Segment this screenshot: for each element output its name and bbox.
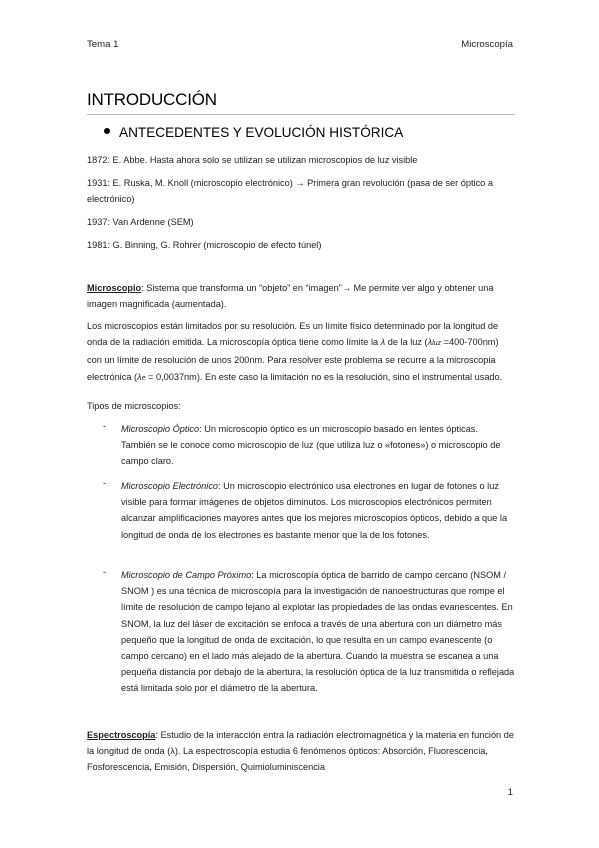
list-item bbox=[121, 421, 515, 470]
type-text: : La microscopía óptica de barrido de campo cercano (NSOM / SNOM ) es una técnica de microscopía para la investigación de nanoestructuras que rompe el límite de resolución de campo lejano al explotar las propiedades de las ondas evanescentes. En SNOM, la luz del láser de excitación se enfoca a través de una abertura con un diámetro más pequeño que la longitud de onda de excitación, lo que resulta en un campo evanescente (o campo cercano) en el lado más alejado de la abertura. Cuando la muestra se escanea a una pequeña distancia por debajo de la abertura, la resolución óptica de la luz transmitida o reflejada está limitada solo por el diámetro de la abertura. bbox=[121, 570, 515, 694]
lambda-e-symbol: λ bbox=[137, 371, 142, 382]
list-item bbox=[121, 478, 515, 543]
espectroscopia-definition bbox=[87, 727, 515, 776]
type-text: : Un microscopio óptico es un microscopio basado en lentes ópticas. También se le conoce como microscopio de luz (que utiliza luz o «fotones») o microscopio de campo claro. bbox=[121, 424, 501, 467]
microscopio-term: Microscopio bbox=[87, 283, 142, 293]
lambda-symbol: λ bbox=[380, 337, 386, 348]
microscopio-text: : Sistema que transforma un “objeto” en “imagen”→ Me permite ver algo y obtener una imagen magnificada (aumentada). bbox=[87, 283, 494, 310]
type-name: Microscopio Óptico bbox=[121, 424, 200, 434]
timeline-item: 1872: E. Abbe. Hasta ahora solo se utilizan se utilizan microscopios de luz visible bbox=[87, 155, 418, 165]
section-heading bbox=[104, 125, 403, 140]
section-heading-text: ANTECEDENTES Y EVOLUCIÓN HISTÓRICA bbox=[119, 125, 404, 140]
bullet-icon bbox=[104, 128, 110, 134]
espectroscopia-term: Espectroscopía bbox=[87, 730, 156, 740]
timeline-item: 1981: G. Binning, G. Rohrer (microscopio de efecto túnel) bbox=[87, 240, 322, 250]
microscopio-definition bbox=[87, 280, 515, 312]
lambda-luz-subscript: luz bbox=[432, 340, 442, 348]
resolution-text-4: = 0,0037nm). En este caso la limitación no es la resolución, sino el instrumental usado. bbox=[145, 371, 503, 382]
timeline-item: 1931: E. Ruska, M. Knoll (microscopio electrónico) → Primera gran revolución (pasa de ser óptico a electrónico) bbox=[87, 178, 493, 205]
header-right: Microscopía bbox=[461, 39, 513, 50]
espectroscopia-text: : Estudio de la interacción entra la radiación electromagnética y la materia en función de la longitud de onda (λ). La espectroscopía estudia 6 fenómenos ópticos: Absorción, Fluorescencia, Fosforescencia, Emisión, Dispersión, Quimioluminiscencia bbox=[87, 730, 514, 773]
resolution-paragraph bbox=[87, 318, 515, 387]
list-dash: - bbox=[103, 478, 107, 488]
list-item bbox=[121, 567, 515, 697]
header-left: Tema 1 bbox=[87, 39, 119, 50]
resolution-text-3: =400-700nm) con un límite de resolución de unos 200nm. Para resolver este problema se recurre a la microscopia electrónica ( bbox=[87, 337, 499, 382]
lambda-e-subscript: e bbox=[141, 374, 146, 382]
title-rule bbox=[87, 114, 515, 115]
list-dash: - bbox=[103, 567, 107, 577]
timeline-item: 1937: Van Ardenne (SEM) bbox=[87, 217, 194, 227]
type-text: : Un microscopio electrónico usa electrones en lugar de fotones o luz visible para formar imágenes de objetos diminutos. Los microscopios electrónicos permiten alcanzar amplificaciones mayores antes que los mejores microscopios ópticos, debido a que la longitud de onda de los electrones es bastante menor que la de los fotones. bbox=[121, 481, 508, 540]
type-name: Microscopio Electrónico bbox=[121, 481, 219, 491]
type-name: Microscopio de Campo Próximo bbox=[121, 570, 252, 580]
page-number: 1 bbox=[507, 787, 513, 798]
resolution-text-1: Los microscopios están limitados por su resolución. Es un límite físico determinado por la longitud de onda de la radiación emitida. La microscopía óptica tiene como límite la bbox=[87, 321, 499, 348]
page-title: INTRODUCCIÓN bbox=[87, 90, 217, 109]
lambda-luz-symbol: λ bbox=[427, 337, 433, 348]
resolution-text-2: de la luz ( bbox=[385, 337, 428, 348]
types-heading: Tipos de microscopios: bbox=[87, 401, 181, 411]
list-dash: - bbox=[103, 421, 107, 431]
